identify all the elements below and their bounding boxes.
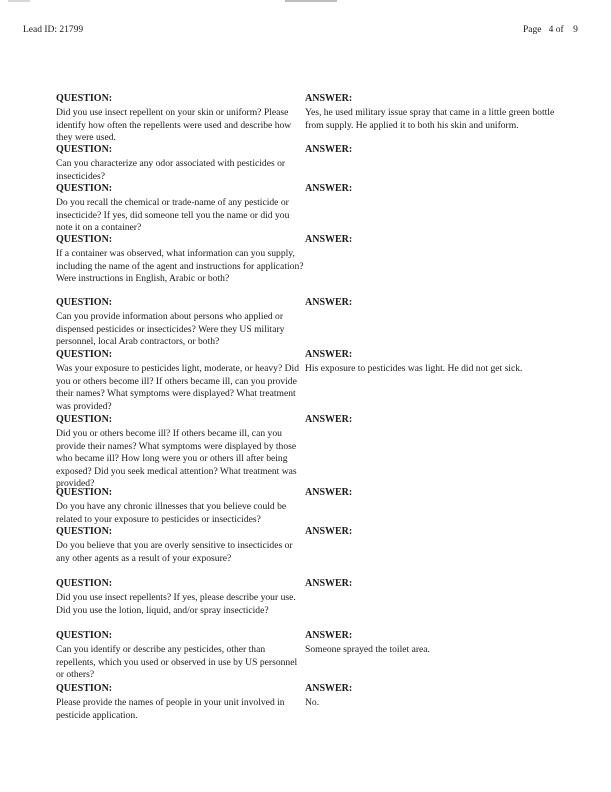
question-block — [56, 578, 306, 617]
answer-text: Someone sprayed the toilet area. — [305, 644, 430, 655]
question-label: QUESTION: — [56, 487, 113, 498]
question-block — [56, 487, 306, 526]
answer-block — [305, 630, 565, 657]
question-block — [56, 93, 306, 145]
answer-block — [305, 414, 565, 428]
answer-text: His exposure to pesticides was light. He did not get sick. — [305, 363, 523, 374]
question-text: Do you believe that you are overly sensitive to insecticides or any other agents as a result of your exposure? — [56, 540, 293, 564]
scan-artifact — [285, 0, 337, 2]
question-label: QUESTION: — [56, 683, 113, 694]
page-indicator — [523, 25, 578, 35]
question-text: Do you recall the chemical or trade-name of any pesticide or insecticide? If yes, did someone tell you the name or did you note it on a container? — [56, 197, 290, 234]
question-text: Did you use insect repellents? If yes, please describe your use. Did you use the lotion, liquid, and/or spray insecticide? — [56, 592, 296, 616]
page-number: 4 — [548, 25, 554, 35]
answer-label: ANSWER: — [305, 578, 353, 589]
answer-label: ANSWER: — [305, 93, 353, 104]
answer-label: ANSWER: — [305, 234, 353, 245]
question-block — [56, 144, 306, 183]
question-label: QUESTION: — [56, 297, 113, 308]
answer-label: ANSWER: — [305, 630, 353, 641]
question-label: QUESTION: — [56, 234, 113, 245]
question-text: Please provide the names of people in your unit involved in pesticide application. — [56, 697, 285, 721]
answer-label: ANSWER: — [305, 683, 353, 694]
question-block — [56, 414, 306, 491]
answer-block — [305, 578, 565, 592]
question-label: QUESTION: — [56, 349, 113, 360]
question-text: Did you use insect repellent on your skin or uniform? Please identify how often the repellents were used and describe how they were used. — [56, 107, 292, 144]
answer-block — [305, 144, 565, 158]
answer-block — [305, 526, 565, 540]
question-label: QUESTION: — [56, 630, 113, 641]
page-label: Page — [523, 25, 542, 35]
question-text: If a container was observed, what information can you supply, including the name of the agent and instructions for application? Were instructions in English, Arabic or both? — [56, 248, 304, 285]
question-text: Do you have any chronic illnesses that you believe could be related to your exposure to pesticides or insecticides? — [56, 501, 287, 525]
answer-block — [305, 297, 565, 311]
question-block — [56, 234, 306, 286]
answer-block — [305, 683, 565, 710]
question-text: Did you or others become ill? If others became ill, can you provide their names? What symptoms were displayed by those who became ill? How long were you or others ill after being exposed? Did you seek medical attention? What treatment was provided? — [56, 428, 297, 490]
question-text: Can you characterize any odor associated with pesticides or insecticides? — [56, 158, 286, 182]
answer-label: ANSWER: — [305, 297, 353, 308]
answer-text: Yes, he used military issue spray that came in a little green bottle from supply. He applied it to both his skin and uniform. — [305, 107, 555, 131]
question-block — [56, 526, 306, 565]
answer-label: ANSWER: — [305, 526, 353, 537]
answer-block — [305, 487, 565, 501]
question-label: QUESTION: — [56, 526, 113, 537]
lead-id: Lead ID: 21799 — [23, 25, 84, 35]
question-block — [56, 297, 306, 349]
total-pages: 9 — [573, 25, 578, 35]
answer-label: ANSWER: — [305, 183, 353, 194]
answer-block — [305, 183, 565, 197]
answer-label: ANSWER: — [305, 487, 353, 498]
question-label: QUESTION: — [56, 414, 113, 425]
question-block — [56, 349, 306, 413]
question-label: QUESTION: — [56, 578, 113, 589]
question-text: Can you provide information about persons who applied or dispensed pesticides or insecticides? Were they US military personnel, local Arab contractors, or both? — [56, 311, 285, 348]
answer-text: No. — [305, 697, 320, 708]
question-label: QUESTION: — [56, 183, 113, 194]
of-label: of — [555, 25, 564, 35]
answer-label: ANSWER: — [305, 414, 353, 425]
question-block — [56, 183, 306, 235]
question-label: QUESTION: — [56, 144, 113, 155]
answer-block — [305, 349, 565, 376]
scan-artifact — [8, 0, 30, 2]
answer-block — [305, 234, 565, 248]
question-block — [56, 630, 306, 682]
question-block — [56, 683, 306, 722]
answer-label: ANSWER: — [305, 349, 353, 360]
answer-block — [305, 93, 565, 132]
answer-label: ANSWER: — [305, 144, 353, 155]
question-text: Was your exposure to pesticides light, moderate, or heavy? Did you or others become ill? If others became ill, can you provide their names? What symptoms were displayed? What treatment was provided? — [56, 363, 300, 412]
question-label: QUESTION: — [56, 93, 113, 104]
question-text: Can you identify or describe any pesticides, other than repellents, which you used or observed in use by US personnel or others? — [56, 644, 298, 681]
